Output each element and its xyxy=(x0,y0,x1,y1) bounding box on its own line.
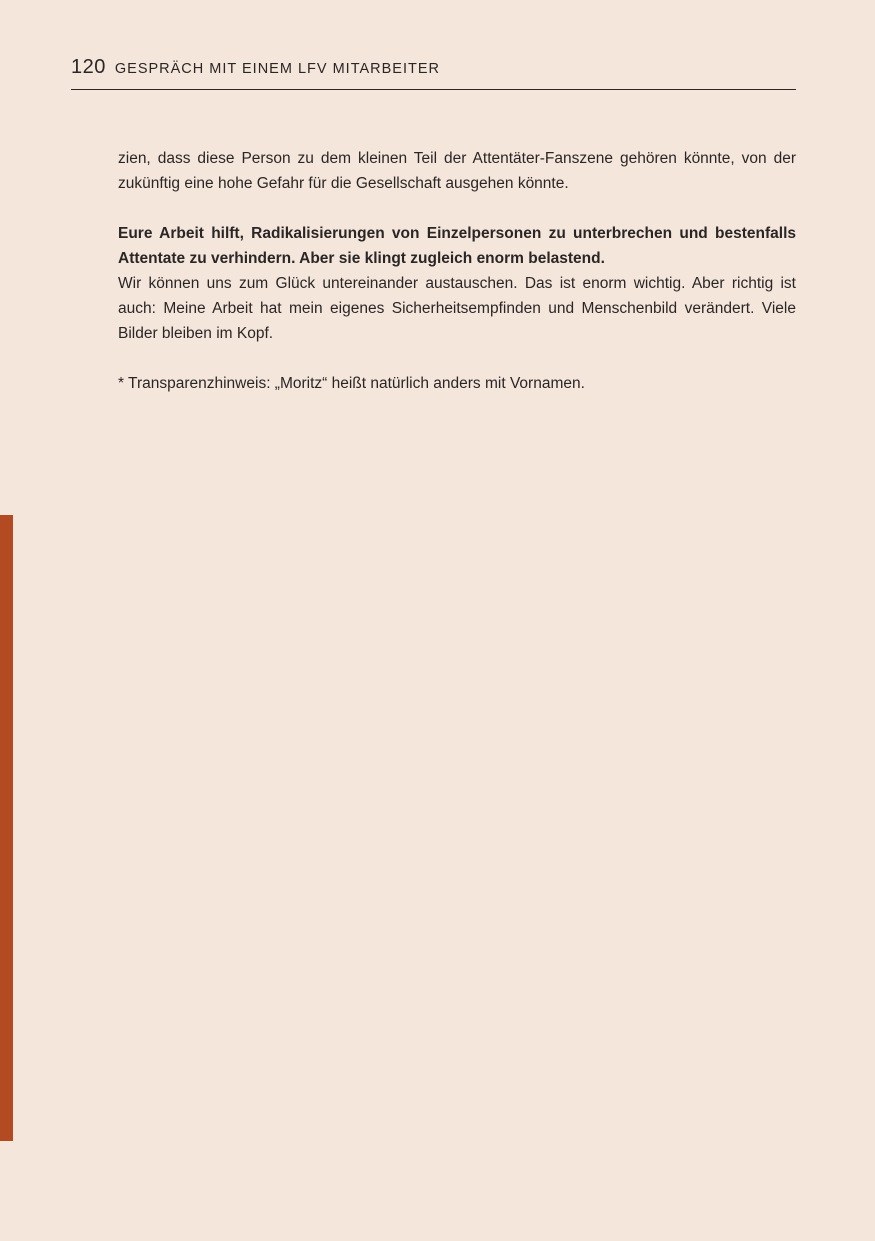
interview-question: Eure Arbeit hilft, Radikalisierungen von Einzelpersonen zu unterbrechen und bestenfalls Attentate zu verhindern. Aber sie klingt zugleich enorm belastend. xyxy=(118,225,796,267)
interview-answer: Wir können uns zum Glück untereinander austauschen. Das ist enorm wichtig. Aber richtig ist auch: Meine Arbeit hat mein eigenes Sicherheitsempfinden und Menschenbild verändert. Viele Bilder bleiben im Kopf. xyxy=(118,275,796,342)
page-number: 120 xyxy=(71,56,106,78)
running-header xyxy=(71,56,796,90)
side-accent-bar xyxy=(0,515,13,1141)
paragraph-spacer xyxy=(118,346,796,371)
chapter-title: GESPRÄCH MIT EINEM LFV MITARBEITER xyxy=(114,61,440,77)
body-text xyxy=(118,146,796,396)
paragraph-spacer xyxy=(118,196,796,221)
paragraph-continuation: zien, dass diese Person zu dem kleinen Teil der Attentäter-Fanszene gehören könnte, von der zukünftig eine hohe Gefahr für die Gesellschaft ausgehen könnte. xyxy=(118,150,796,192)
footnote: * Transparenzhinweis: „Moritz“ heißt natürlich anders mit Vornamen. xyxy=(118,375,585,392)
